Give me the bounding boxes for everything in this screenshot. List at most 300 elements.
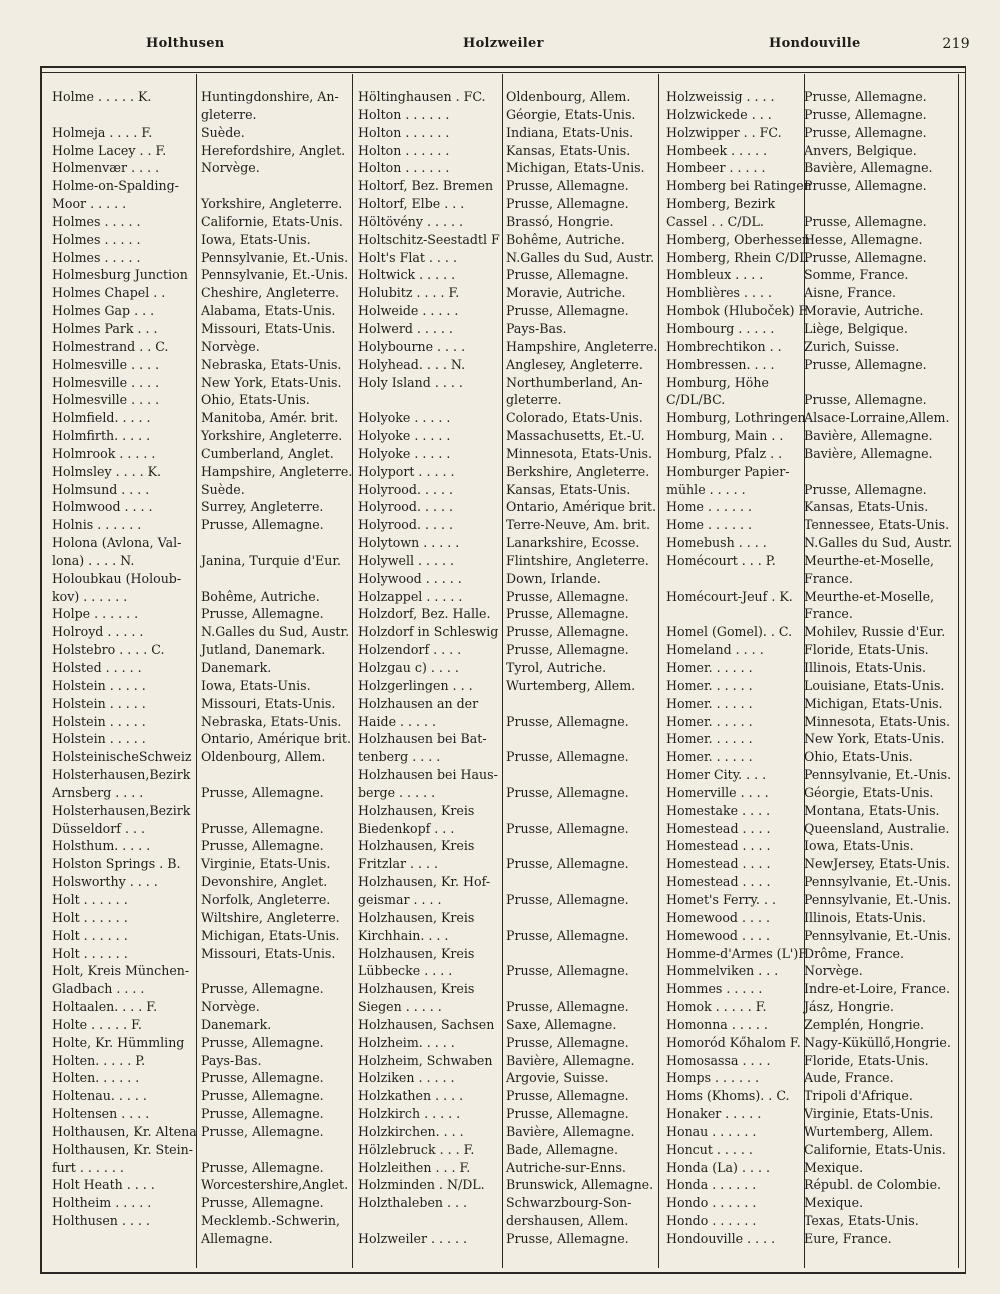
list-item <box>666 570 966 588</box>
place-location: Bavière, Allemagne. <box>506 1123 635 1139</box>
running-head-right: Hondouville <box>769 36 861 51</box>
list-item <box>52 249 352 267</box>
place-name: Holmwood . . . . <box>52 499 153 515</box>
place-name: Homblières . . . . <box>666 285 773 301</box>
place-name: Hombeer . . . . . <box>666 160 766 176</box>
place-name: Holmenvær . . . . <box>52 160 160 176</box>
list-item <box>666 927 966 945</box>
place-name: Holme Lacey . . F. <box>52 142 167 158</box>
place-name: Höltinghausen . FC. <box>358 89 486 104</box>
list-item <box>666 463 966 481</box>
list-item <box>358 1034 658 1052</box>
place-location: Worcestershire,Anglet. <box>201 1177 349 1193</box>
place-name: Holtaalen. . . . F. <box>52 999 158 1015</box>
list-item <box>358 1194 658 1212</box>
list-item <box>52 1230 352 1248</box>
place-name: Homestead . . . . <box>666 838 771 854</box>
list-item <box>358 1230 658 1248</box>
place-name: Holmes Park . . . <box>52 320 158 336</box>
place-location: Kansas, Etats-Unis. <box>506 142 631 158</box>
place-location: Nebraska, Etats-Unis. <box>201 713 342 729</box>
gazetteer-column-2 <box>358 88 658 1248</box>
place-location: Prusse, Allemagne. <box>506 927 629 943</box>
list-item <box>666 320 966 338</box>
place-location: Prusse, Allemagne. <box>506 999 629 1015</box>
place-location: Pennsylvanie, Et.-Unis. <box>804 767 952 783</box>
place-name: Cassel . . C/DL. <box>666 213 764 229</box>
place-name: Holzendorf . . . . <box>358 642 462 658</box>
place-location: Ohio, Etats-Unis. <box>201 392 310 408</box>
place-name: Homerville . . . . <box>666 784 769 800</box>
list-item <box>666 177 966 195</box>
place-name: Holt . . . . . . <box>52 909 128 925</box>
place-name: Holzhausen, Kreis <box>358 838 475 854</box>
place-location: Meurthe-et-Moselle, <box>804 552 935 568</box>
place-name: Homet's Ferry. . . <box>666 891 776 907</box>
place-location: Montana, Etats-Unis. <box>804 802 940 818</box>
list-item <box>52 320 352 338</box>
place-name: Siegen . . . . . <box>358 999 442 1015</box>
list-item <box>358 284 658 302</box>
place-location: Tyrol, Autriche. <box>506 660 607 675</box>
list-item <box>666 498 966 516</box>
place-name: geismar . . . . <box>358 891 442 907</box>
place-name: Homer City. . . . <box>666 767 767 783</box>
place-name: Gladbach . . . . <box>52 981 145 997</box>
place-location: Prusse, Allemagne. <box>506 784 629 800</box>
place-location: Yorkshire, Angleterre. <box>201 428 343 444</box>
place-location: Californie, Etats-Unis. <box>804 1141 946 1157</box>
place-name: Holzminden . N/DL. <box>358 1177 485 1193</box>
place-name: Honda . . . . . . <box>666 1177 757 1193</box>
place-name: berge . . . . . <box>358 784 436 800</box>
place-name: Hombourg . . . . . <box>666 320 775 336</box>
place-name: Holtschitz-Seestadtl F <box>358 231 500 247</box>
list-item <box>52 802 352 820</box>
place-location: Huntingdonshire, An- <box>201 89 339 104</box>
place-name: Holzhausen, Kreis <box>358 802 475 818</box>
list-item <box>358 534 658 552</box>
place-location: Prusse, Allemagne. <box>201 820 324 836</box>
place-location: Down, Irlande. <box>506 570 601 586</box>
place-location: Minnesota, Etats-Unis. <box>506 445 652 461</box>
place-location: Prusse, Allemagne. <box>506 963 629 979</box>
place-name: Holywood . . . . . <box>358 570 462 586</box>
place-location: Prusse, Allemagne. <box>506 713 629 729</box>
place-location: Minnesota, Etats-Unis. <box>804 713 950 729</box>
place-location: Meurthe-et-Moselle, <box>804 588 935 604</box>
page-header <box>40 36 970 58</box>
list-item <box>666 249 966 267</box>
place-location: Pays-Bas. <box>506 320 567 336</box>
list-item <box>666 784 966 802</box>
place-location: Géorgie, Etats-Unis. <box>506 106 636 122</box>
list-item <box>358 124 658 142</box>
place-location: Texas, Etats-Unis. <box>804 1213 919 1229</box>
place-location: Prusse, Allemagne. <box>201 981 324 997</box>
list-item <box>666 231 966 249</box>
place-name: Holton . . . . . . <box>358 124 450 140</box>
place-name: Holthausen, Kr. Altena <box>52 1123 197 1139</box>
list-item <box>358 320 658 338</box>
place-name: Homestead . . . . <box>666 874 771 890</box>
place-name: Holzhausen, Kreis <box>358 909 475 925</box>
list-item <box>666 713 966 731</box>
place-name: Home . . . . . . <box>666 517 752 533</box>
list-item <box>666 534 966 552</box>
place-name: Homer. . . . . . <box>666 695 753 711</box>
place-name: Holzhausen, Kr. Hof- <box>358 874 491 890</box>
list-item <box>666 481 966 499</box>
place-location: Prusse, Allemagne. <box>506 267 629 283</box>
place-location: Drôme, France. <box>804 945 904 961</box>
place-name: Holton . . . . . . <box>358 142 450 158</box>
list-item <box>358 1087 658 1105</box>
place-name: Holmes . . . . . <box>52 213 141 229</box>
place-location: Mexique. <box>804 1159 864 1175</box>
place-location: Nebraska, Etats-Unis. <box>201 356 342 372</box>
place-location: Norvège. <box>804 963 863 979</box>
list-item <box>666 605 966 623</box>
list-item <box>666 1087 966 1105</box>
list-item <box>666 802 966 820</box>
list-item <box>52 498 352 516</box>
place-name: Haide . . . . . <box>358 713 437 729</box>
place-location: Prusse, Allemagne. <box>201 517 324 533</box>
list-item <box>358 427 658 445</box>
list-item <box>666 980 966 998</box>
place-name: Home . . . . . . <box>666 499 752 515</box>
place-location: Prusse, Allemagne. <box>201 1034 324 1050</box>
place-location: Berkshire, Angleterre. <box>506 463 650 479</box>
list-item <box>666 284 966 302</box>
list-item <box>666 962 966 980</box>
list-item <box>52 356 352 374</box>
list-item <box>666 302 966 320</box>
place-location: Danemark. <box>201 660 272 675</box>
place-name: Holzdorf in Schleswig <box>358 624 499 640</box>
place-location: Prusse, Allemagne. <box>804 124 927 140</box>
list-item <box>52 766 352 784</box>
list-item <box>358 659 658 677</box>
place-location: Prusse, Allemagne. <box>506 588 629 604</box>
place-name: Homewood . . . . <box>666 927 770 943</box>
list-item <box>358 1016 658 1034</box>
place-name: Holme . . . . . K. <box>52 89 152 104</box>
list-item <box>52 1016 352 1034</box>
place-name: Holt Heath . . . . <box>52 1177 155 1193</box>
list-item <box>358 820 658 838</box>
place-name: Holt . . . . . . <box>52 927 128 943</box>
place-name: Holzthaleben . . . <box>358 1195 468 1211</box>
list-item <box>52 1087 352 1105</box>
place-name: Holthusen . . . . <box>52 1213 150 1229</box>
list-item <box>666 1105 966 1123</box>
place-location: Michigan, Etats-Unis. <box>506 160 645 176</box>
running-head-center: Holzweiler <box>463 36 544 51</box>
place-name: Hombleux . . . . <box>666 267 764 283</box>
place-name: Holmfirth. . . . . <box>52 428 151 444</box>
place-location: Aisne, France. <box>804 285 897 301</box>
place-name: Homeland . . . . <box>666 642 764 658</box>
list-item <box>52 855 352 873</box>
list-item <box>358 177 658 195</box>
place-location: Bohême, Autriche. <box>506 231 625 247</box>
place-name: Holmesville . . . . <box>52 392 160 408</box>
list-item <box>666 1141 966 1159</box>
place-location: Pennsylvanie, Et.-Unis. <box>804 891 952 907</box>
place-location: Prusse, Allemagne. <box>506 178 629 194</box>
list-item <box>52 1052 352 1070</box>
list-item <box>666 820 966 838</box>
list-item <box>666 88 966 106</box>
place-name: Holweide . . . . . <box>358 303 459 319</box>
place-location: France. <box>804 570 853 586</box>
place-name: Homécourt-Jeuf . K. <box>666 588 793 604</box>
place-name: Holt . . . . . . <box>52 891 128 907</box>
place-name: Düsseldorf . . . <box>52 820 145 836</box>
list-item <box>358 445 658 463</box>
list-item <box>52 195 352 213</box>
list-item <box>52 516 352 534</box>
list-item <box>358 677 658 695</box>
place-location: Virginie, Etats-Unis. <box>804 1106 934 1122</box>
place-name: Homoród Kőhalom F. <box>666 1034 801 1050</box>
place-name: Homer. . . . . . <box>666 731 753 747</box>
list-item <box>52 391 352 409</box>
list-item <box>52 748 352 766</box>
list-item <box>666 748 966 766</box>
list-item <box>666 356 966 374</box>
place-name: Holzkirchen. . . . <box>358 1123 464 1139</box>
place-location: Prusse, Allemagne. <box>804 178 927 194</box>
list-item <box>52 1123 352 1141</box>
list-item <box>666 142 966 160</box>
place-name: Honcut . . . . . <box>666 1141 753 1157</box>
place-name: Holzleithen . . . F. <box>358 1159 471 1175</box>
list-item <box>666 516 966 534</box>
list-item <box>666 766 966 784</box>
list-item <box>358 1052 658 1070</box>
place-name: Holstein . . . . . <box>52 677 146 693</box>
list-item <box>52 1212 352 1230</box>
place-location: Prusse, Allemagne. <box>804 392 927 408</box>
list-item <box>358 695 658 713</box>
list-item <box>666 1194 966 1212</box>
place-location: Queensland, Australie. <box>804 820 950 836</box>
place-location: Flintshire, Angleterre. <box>506 552 649 568</box>
place-name: Holyrood. . . . . <box>358 481 453 497</box>
list-item <box>358 481 658 499</box>
place-name: Holzhausen, Kreis <box>358 981 475 997</box>
place-location: Prusse, Allemagne. <box>201 838 324 854</box>
place-name: Hondouville . . . . <box>666 1231 776 1246</box>
place-location: Prusse, Allemagne. <box>201 1159 324 1175</box>
list-item <box>358 909 658 927</box>
list-item <box>52 837 352 855</box>
place-location: Zemplén, Hongrie. <box>804 1016 925 1032</box>
place-name: Holt, Kreis München- <box>52 963 190 979</box>
place-name: Holton . . . . . . <box>358 106 450 122</box>
list-item <box>666 623 966 641</box>
place-location: Prusse, Allemagne. <box>506 303 629 319</box>
place-location: Moravie, Autriche. <box>506 285 626 301</box>
place-location: Liège, Belgique. <box>804 320 908 336</box>
list-item <box>52 927 352 945</box>
place-name: Homestead . . . . <box>666 856 771 872</box>
place-location: Janina, Turquie d'Eur. <box>201 552 341 568</box>
list-item <box>666 159 966 177</box>
place-name: Holstebro . . . . C. <box>52 642 165 658</box>
place-location: Indre-et-Loire, France. <box>804 981 950 997</box>
place-location: Prusse, Allemagne. <box>506 606 629 622</box>
place-name: Höltövény . . . . . <box>358 213 464 229</box>
place-name: Holwerd . . . . . <box>358 320 453 336</box>
top-rule <box>42 72 965 73</box>
gazetteer-column-1 <box>52 88 352 1248</box>
place-location: Pennsylvanie, Et.-Unis. <box>804 874 952 890</box>
place-name: Holmrook . . . . . <box>52 445 156 461</box>
list-item <box>52 945 352 963</box>
list-item <box>666 266 966 284</box>
place-location: N.Galles du Sud, Austr. <box>201 624 350 640</box>
place-location: Northumberland, An- <box>506 374 643 390</box>
place-location: Iowa, Etats-Unis. <box>804 838 914 854</box>
place-name: Holmes . . . . . <box>52 249 141 265</box>
place-name: Holubitz . . . . F. <box>358 285 460 301</box>
list-item <box>666 409 966 427</box>
list-item <box>52 588 352 606</box>
place-name: Holmes Gap . . . <box>52 303 155 319</box>
place-name: Holt . . . . . . <box>52 945 128 961</box>
place-location: Terre-Neuve, Am. brit. <box>506 517 650 533</box>
place-location: Kansas, Etats-Unis. <box>506 481 631 497</box>
place-name: Holzhausen, Sachsen <box>358 1016 495 1032</box>
place-name: Moor . . . . . <box>52 196 127 212</box>
place-location: Kansas, Etats-Unis. <box>804 499 929 515</box>
place-name: Hombeek . . . . . <box>666 142 768 158</box>
place-name: Homburg, Höhe <box>666 374 769 390</box>
list-item <box>666 124 966 142</box>
place-location: Suède. <box>201 124 245 140</box>
place-name: Holsted . . . . . <box>52 660 142 675</box>
list-item <box>666 659 966 677</box>
list-item <box>358 302 658 320</box>
list-item <box>52 445 352 463</box>
place-location: Prusse, Allemagne. <box>506 1034 629 1050</box>
list-item <box>358 552 658 570</box>
place-location: Prusse, Allemagne. <box>506 642 629 658</box>
place-name: Homel (Gomel). . C. <box>666 624 793 640</box>
list-item <box>358 748 658 766</box>
list-item <box>52 338 352 356</box>
column-divider <box>352 74 353 1268</box>
place-location: Californie, Etats-Unis. <box>201 213 343 229</box>
place-location: Iowa, Etats-Unis. <box>201 231 311 247</box>
place-location: Bade, Allemagne. <box>506 1141 618 1157</box>
list-item <box>358 641 658 659</box>
list-item <box>52 962 352 980</box>
place-location: Pennsylvanie, Et.-Unis. <box>201 249 349 265</box>
place-location: Oldenbourg, Allem. <box>506 89 631 104</box>
place-name: Holona (Avlona, Val- <box>52 535 182 551</box>
place-name: Holzkathen . . . . <box>358 1088 464 1104</box>
list-item <box>52 142 352 160</box>
list-item <box>358 1159 658 1177</box>
list-item <box>52 534 352 552</box>
place-location: Herefordshire, Anglet. <box>201 142 346 158</box>
place-name: Holten. . . . . P. <box>52 1052 146 1068</box>
place-name: Homs (Khoms). . C. <box>666 1088 790 1104</box>
place-name: furt . . . . . . <box>52 1159 124 1175</box>
place-name: Holzgerlingen . . . <box>358 677 473 693</box>
place-name: HolsteinischeSchweiz <box>52 749 192 765</box>
place-location: Norfolk, Angleterre. <box>201 891 331 907</box>
place-location: Missouri, Etats-Unis. <box>201 695 336 711</box>
place-name: Homburg, Main . . <box>666 428 784 444</box>
place-name: Hombok (Hluboček) F <box>666 303 808 319</box>
place-location: Devonshire, Anglet. <box>201 874 328 890</box>
place-name: Holstein . . . . . <box>52 731 146 747</box>
place-location: Bavière, Allemagne. <box>804 160 933 176</box>
place-name: Homosassa . . . . <box>666 1052 771 1068</box>
list-item <box>358 1105 658 1123</box>
place-name: Honaker . . . . . <box>666 1106 762 1122</box>
place-name: Holyport . . . . . <box>358 463 455 479</box>
place-location: Brassó, Hongrie. <box>506 213 614 229</box>
place-location: Oldenbourg, Allem. <box>201 749 326 765</box>
list-item <box>52 1069 352 1087</box>
list-item <box>666 837 966 855</box>
place-name: Homestead . . . . <box>666 820 771 836</box>
place-name: Holzheim. . . . . <box>358 1034 455 1050</box>
place-location: Ohio, Etats-Unis. <box>804 749 913 765</box>
place-location: Allemagne. <box>201 1231 273 1246</box>
place-location: Mexique. <box>804 1195 864 1211</box>
place-location: Eure, France. <box>804 1231 892 1246</box>
list-item <box>666 1016 966 1034</box>
list-item <box>358 1069 658 1087</box>
place-name: Holmesburg Junction <box>52 267 188 283</box>
place-name: Holzkirch . . . . . <box>358 1106 461 1122</box>
place-name: Holmestrand . . C. <box>52 338 169 354</box>
list-item <box>358 605 658 623</box>
place-name: Holsterhausen,Bezirk <box>52 802 191 818</box>
place-location: Wiltshire, Angleterre. <box>201 909 340 925</box>
list-item <box>358 1176 658 1194</box>
place-name: Holy Island . . . . <box>358 374 463 390</box>
place-location: Pays-Bas. <box>201 1052 262 1068</box>
list-item <box>358 266 658 284</box>
place-location: Norvège. <box>201 338 260 354</box>
place-location: Somme, France. <box>804 267 909 283</box>
place-name: Holtwick . . . . . <box>358 267 456 283</box>
place-location: Prusse, Allemagne. <box>804 249 927 265</box>
place-location: Ontario, Amérique brit. <box>506 499 656 515</box>
list-item <box>52 713 352 731</box>
list-item <box>52 106 352 124</box>
list-item <box>358 88 658 106</box>
list-item <box>358 962 658 980</box>
list-item <box>358 980 658 998</box>
place-name: Homok . . . . . F. <box>666 999 767 1015</box>
place-location: Prusse, Allemagne. <box>804 89 927 104</box>
list-item <box>358 873 658 891</box>
place-location: Louisiane, Etats-Unis. <box>804 677 945 693</box>
list-item <box>666 338 966 356</box>
gazetteer-column-3 <box>666 88 966 1248</box>
place-location: Schwarzbourg-Son- <box>506 1195 632 1211</box>
